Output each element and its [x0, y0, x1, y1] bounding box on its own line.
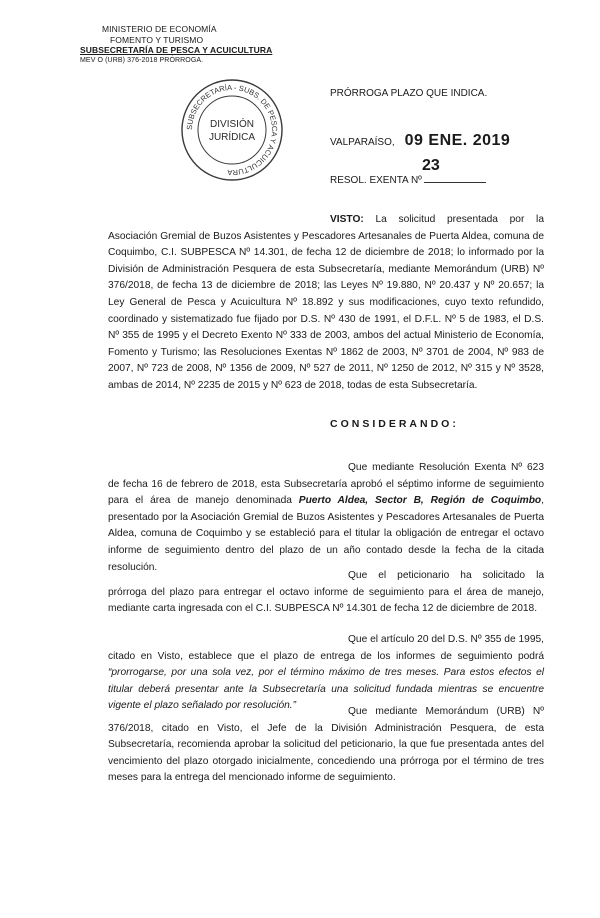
visto-paragraph: [108, 212, 544, 395]
stamp-line2: JURÍDICA: [208, 132, 256, 143]
considerando-paragraph-3: [108, 632, 544, 715]
stamp-line1: DIVISIÓN: [210, 119, 254, 130]
p1-text-c: , presentado por la Asociación Gremial de Buzos Asistentes y Pescadores Artesanales de Puerta Aldea, comuna de Coquimbo y se estableció para el titular la obligación de entregar el octavo informe de seguimiento dentro del plazo de un año contado desde la fecha de la citada resolución.: [108, 495, 544, 573]
date-stamp: 09 ENE. 2019: [404, 132, 511, 149]
resolution-label-row: [330, 175, 486, 186]
considerando-paragraph-2: [108, 568, 544, 618]
resolution-label: RESOL. EXENTA Nº: [330, 175, 422, 186]
visto-rest: Gremial de Buzos Asistentes y Pescadores Artesanales de Puerta Aldea, comuna de Coquimbo, C.I. SUBPESCA Nº 14.301, de fecha 12 de diciembre de 2018; lo informado por la División de Administración Pesquera de esta Subsecretaría, mediante Memorándum (URB) Nº 376/2018, de fecha 13 de diciembre de 2018; las Leyes Nº 19.880, Nº 20.437 y Nº 20.657; la Ley General de Pesca y Acuicultura Nº 18.892 y sus modificaciones, cuyo texto refundido, coordinado y sistematizado fue fijado por D.S. Nº 430 de 1991, el D.F.L. Nº 5 de 1983, el D.S. Nº 355 de 1995 y el Decreto Exento Nº 333 de 2003, ambos del actual Ministerio de Economía, Fomento y Turismo; las Resoluciones Exentas Nº 1862 de 2003, Nº 3701 de 2004, Nº 983 de 2007, Nº 723 de 2008, Nº 1356 de 2009, Nº 527 de 2011, Nº 1250 de 2012, Nº 315 y Nº 3528, ambas de 2014, Nº 2235 de 2015 y Nº 623 de 2018, todas de esta Subsecretaría.: [108, 230, 544, 391]
visto-label: VISTO:: [330, 214, 364, 225]
stamp-seal-icon: [178, 76, 286, 184]
division-juridica-stamp: [178, 76, 286, 184]
document-subject: PRÓRROGA PLAZO QUE INDICA.: [330, 88, 488, 99]
considerando-paragraph-4: [108, 704, 544, 787]
stamp-ring-text: SUBSECRETARÍA - SUBS. DE PESCA Y ACUICULTURA: [184, 82, 280, 178]
p3-quote: “prorrogarse, por una sola vez, por el término máximo de tres meses. Para estos efectos el titular deberá presentar ante la Subsecretaría una solicitud fundada mientras se encuentre vigente el plazo señalado por resolución.”: [108, 667, 544, 712]
p2-text: Que el peticionario ha solicitado la prórroga del plazo para entregar el octavo informe de seguimiento para el área de manejo, mediante carta ingresada con el C.I. SUBPESCA Nº 14.301 de fecha 12 de diciembre de 2018.: [108, 570, 544, 615]
considerando-heading: CONSIDERANDO:: [330, 418, 459, 430]
p1-text-a: Que mediante Resolución Exenta Nº 623 de fecha 16 de febrero de 2018, esta Subsecretaría aprobó el séptimo informe de seguimiento para el área de manejo denominada: [108, 462, 544, 507]
ministry-name: MINISTERIO DE ECONOMÍA: [102, 24, 217, 34]
place-date: [330, 132, 510, 150]
resolution-number: 23: [422, 157, 440, 174]
p4-text: Que mediante Memorándum (URB) Nº 376/2018, citado en Visto, el Jefe de la División Administración Pesquera, de esta Subsecretaría, recomienda aprobar la solicitud del peticionario, la que fue presentada antes del vencimiento del plazo otorgado inicialmente, concediendo una prórroga por el término de tres meses para la entrega del mencionado informe de seguimiento.: [108, 706, 544, 784]
resolution-underline: [424, 182, 486, 183]
city: VALPARAÍSO,: [330, 137, 395, 148]
letterhead: [80, 24, 272, 66]
p3-text-a: Que el artículo 20 del D.S. Nº 355 de 1995, citado en Visto, establece que el plazo de entrega de los informes de seguimiento podrá: [108, 634, 544, 662]
reference-code: MEV O (URB) 376-2018 PRÓRROGA.: [80, 56, 204, 64]
subsecretaria-name: SUBSECRETARÍA DE PESCA Y ACUICULTURA: [80, 45, 273, 55]
visto-first: La solicitud presentada por la Asociación: [108, 214, 544, 242]
considerando-paragraph-1: [108, 460, 544, 576]
ministry-name-line2: FOMENTO Y TURISMO: [110, 34, 204, 45]
p1-area-name: Puerto Aldea, Sector B, Región de Coquimbo: [298, 495, 542, 507]
